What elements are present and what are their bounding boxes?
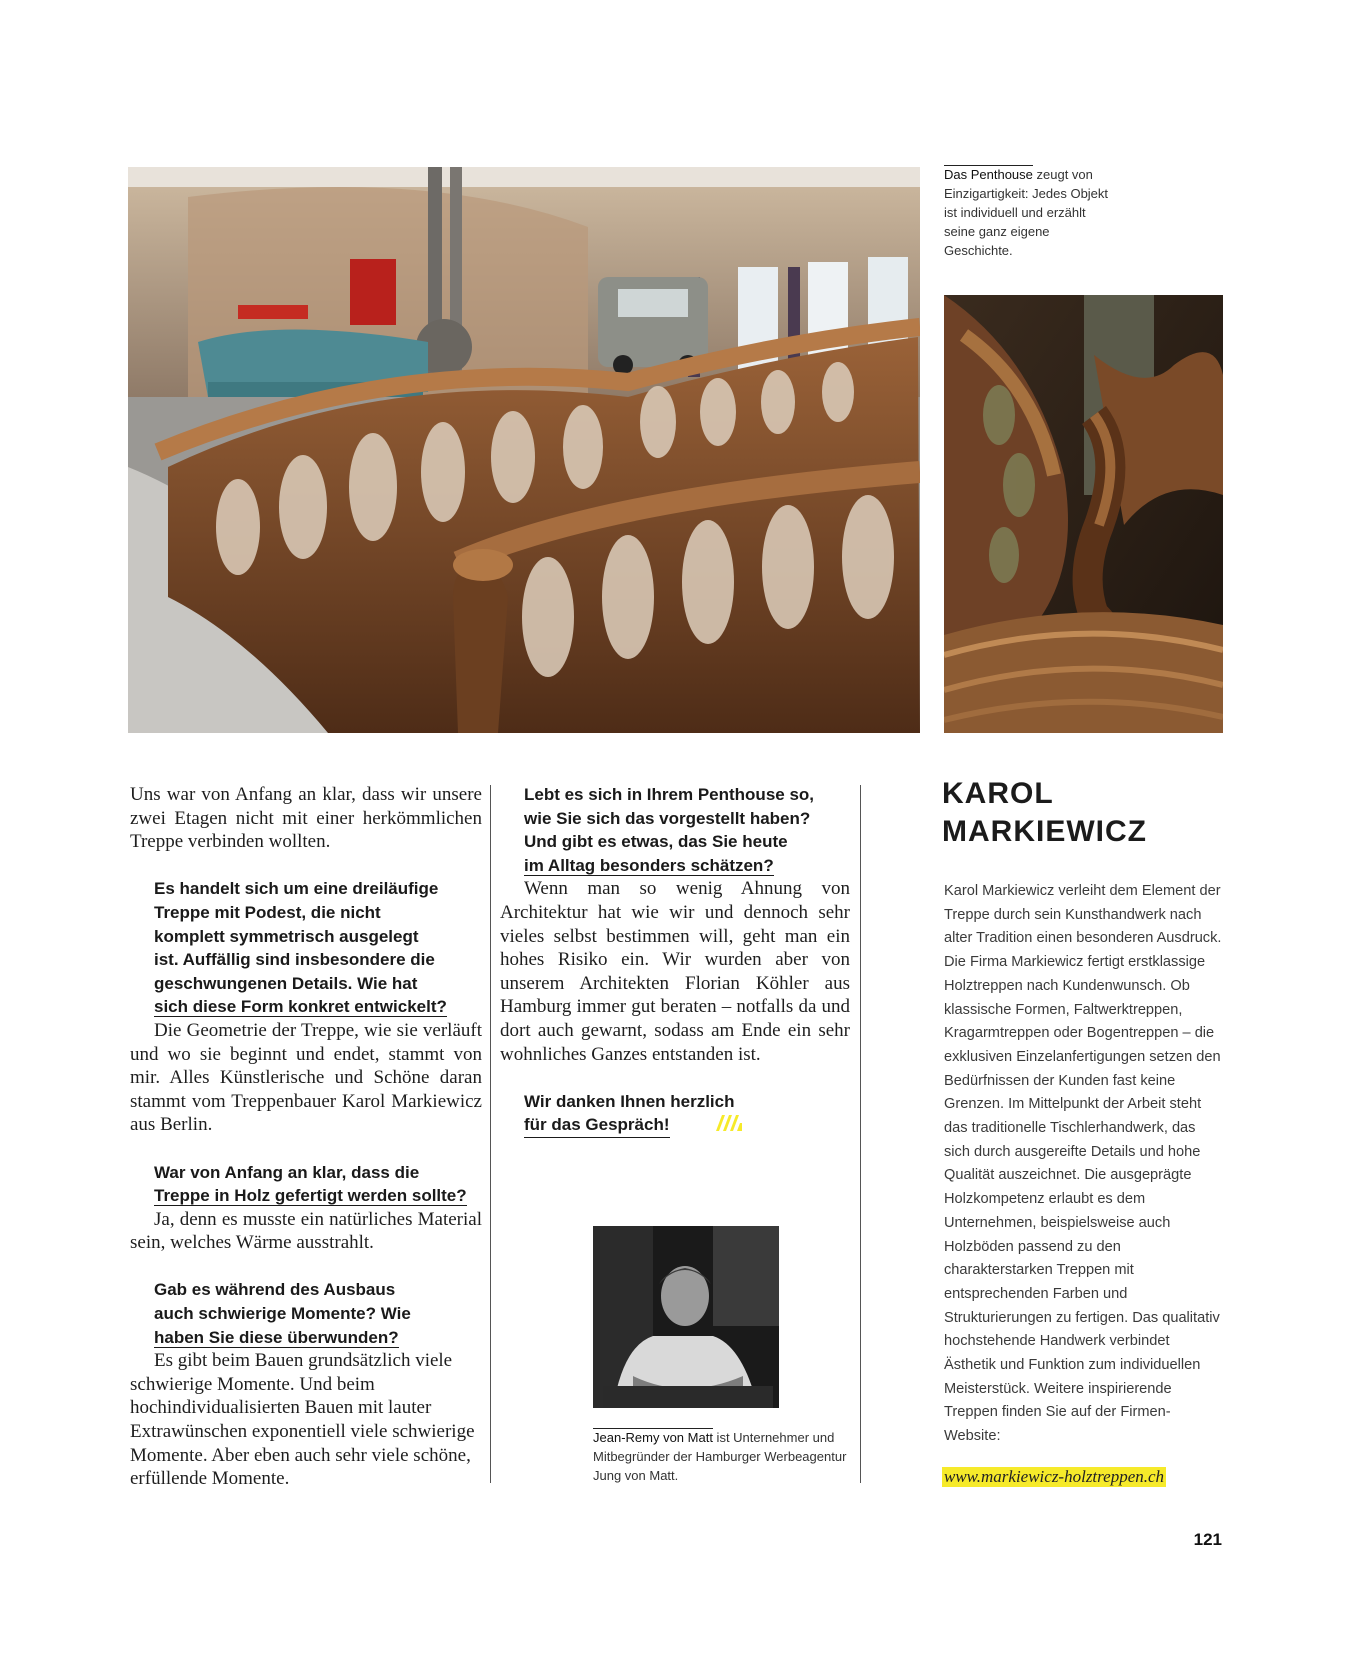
- side-photo-spiral-staircase: [944, 295, 1223, 733]
- page-number: 121: [1193, 1530, 1222, 1549]
- thanks-line-underlined: für das Gespräch!: [524, 1113, 670, 1138]
- question-line: Treppe mit Podest, die nicht: [154, 902, 381, 922]
- caption-text: zeugt von Einzigartigkeit: Jedes Objekt ist individuell und erzählt seine ganz eigene Geschichte.: [944, 167, 1109, 258]
- sidebar-title: [942, 775, 1232, 851]
- question-line: War von Anfang an klar, dass die: [154, 1162, 420, 1182]
- question-line: geschwungenen Details. Wie hat: [154, 973, 418, 993]
- question-line-underlined: sich diese Form konkret entwickelt?: [154, 997, 447, 1017]
- column-1: [130, 783, 482, 1491]
- question-line: auch schwierige Momente? Wie: [154, 1304, 411, 1324]
- main-photo-penthouse-staircase: [128, 167, 920, 733]
- question-penthouse-life: [500, 783, 850, 877]
- question-line: Gab es während des Ausbaus: [154, 1280, 396, 1300]
- question-line-underlined: im Alltag besonders schätzen?: [524, 855, 774, 875]
- question-line: Und gibt es etwas, das Sie heute: [524, 832, 788, 852]
- question-line: wie Sie sich das vorgestellt haben?: [524, 808, 811, 828]
- question-line-underlined: Treppe in Holz gefertigt werden sollte?: [154, 1186, 467, 1206]
- sidebar-body: Karol Markiewicz verleiht dem Element der Treppe durch sein Kunsthandwerk nach alter Tradition einen besonderen Ausdruck. Die Firma Markiewicz fertigt erstklassige Holztreppen nach Kundenwunsch. Ob klassische Formen, Faltwerktreppen, Kragarmtreppen oder Bogentreppen – die exklusiven Einzelanfertigungen setzen den Bedürfnissen der Kunden fast keine Grenzen. Im Mittelpunkt der Arbeit steht das traditionelle Tischlerhandwerk, das sich durch ausgereifte Details und hohe Qualität auszeichnet. Die ausgeprägte Holzkompetenz erlaubt es dem Unternehmen, beispielsweise auch Holzböden passend zu den charakterstarken Treppen mit entsprechenden Farben und Strukturierungen zu fertigen. Das qualitativ hochstehende Handwerk verbindet Ästhetik und Funktion zum individuellen Meisterstück. Weitere inspirierende Treppen finden Sie auf der Firmen-Website:: [944, 883, 1222, 1445]
- caption-lead: Jean-Remy von Matt: [593, 1430, 713, 1445]
- caption-text: ist Unternehmer und Mitbegründer der Hamburger Werbeagentur Jung von Matt.: [593, 1430, 847, 1483]
- portrait-photo-jean-remy-von-matt: [593, 1226, 779, 1408]
- question-wood: [130, 1161, 482, 1208]
- column-divider: [490, 785, 491, 1483]
- question-line: ist. Auffällig sind insbesondere die: [154, 950, 435, 970]
- title-line: KAROL: [942, 777, 1054, 810]
- question-line: Lebt es sich in Ihrem Penthouse so,: [524, 785, 815, 804]
- answer-paragraph: Ja, denn es musste ein natürliches Material sein, welches Wärme ausstrahlt.: [130, 1208, 482, 1254]
- question-line: Es handelt sich um eine dreiläufige: [154, 879, 439, 899]
- caption-lead: Das Penthouse: [944, 167, 1033, 182]
- portrait-caption: [593, 1428, 858, 1485]
- closing-thanks: [500, 1090, 850, 1138]
- question-difficult-moments: [130, 1278, 482, 1349]
- answer-paragraph: Es gibt beim Bauen grundsätzlich viele schwierige Momente. Und beim hochindividualisierten Bauen mit lauter Extrawünschen exponentiell viele schwierige Momente. Aber eben auch sehr viele schöne, erfüllende Momente.: [130, 1350, 475, 1490]
- end-mark-icon: [716, 1114, 742, 1138]
- answer-paragraph: Wenn man so wenig Ahnung von Architektur hat wie wir und dennoch sehr vieles selbst bestimmen will, geht man ein hohes Risiko ein. Wir wurden aber von unserem Architekten Florian Köhler aus Hamburg immer gut beraten – notfalls da und dort auch gewarnt, sodass am Ende ein sehr wohnliches Ganzes entstanden ist.: [500, 878, 850, 1065]
- company-website-link[interactable]: www.markiewicz-holztreppen.ch: [944, 1467, 1165, 1486]
- photo-caption-penthouse: [944, 165, 1119, 260]
- question-staircase-form: [130, 877, 482, 1019]
- column-2: [500, 783, 850, 1138]
- column-divider: [860, 785, 861, 1483]
- title-line: MARKIEWICZ: [942, 815, 1147, 848]
- question-line-underlined: haben Sie diese überwunden?: [154, 1327, 399, 1347]
- intro-paragraph: Uns war von Anfang an klar, dass wir unsere zwei Etagen nicht mit einer herkömmlichen Treppe verbinden wollten.: [130, 784, 482, 853]
- answer-paragraph: Die Geometrie der Treppe, wie sie verläuft und wo sie beginnt und endet, stammt von mir. Alles Künstlerische und Schöne daran stammt vom Treppenbauer Karol Markiewicz aus Berlin.: [130, 1019, 482, 1136]
- question-line: komplett symmetrisch ausgelegt: [154, 926, 419, 946]
- thanks-line: Wir danken Ihnen herzlich: [524, 1091, 735, 1111]
